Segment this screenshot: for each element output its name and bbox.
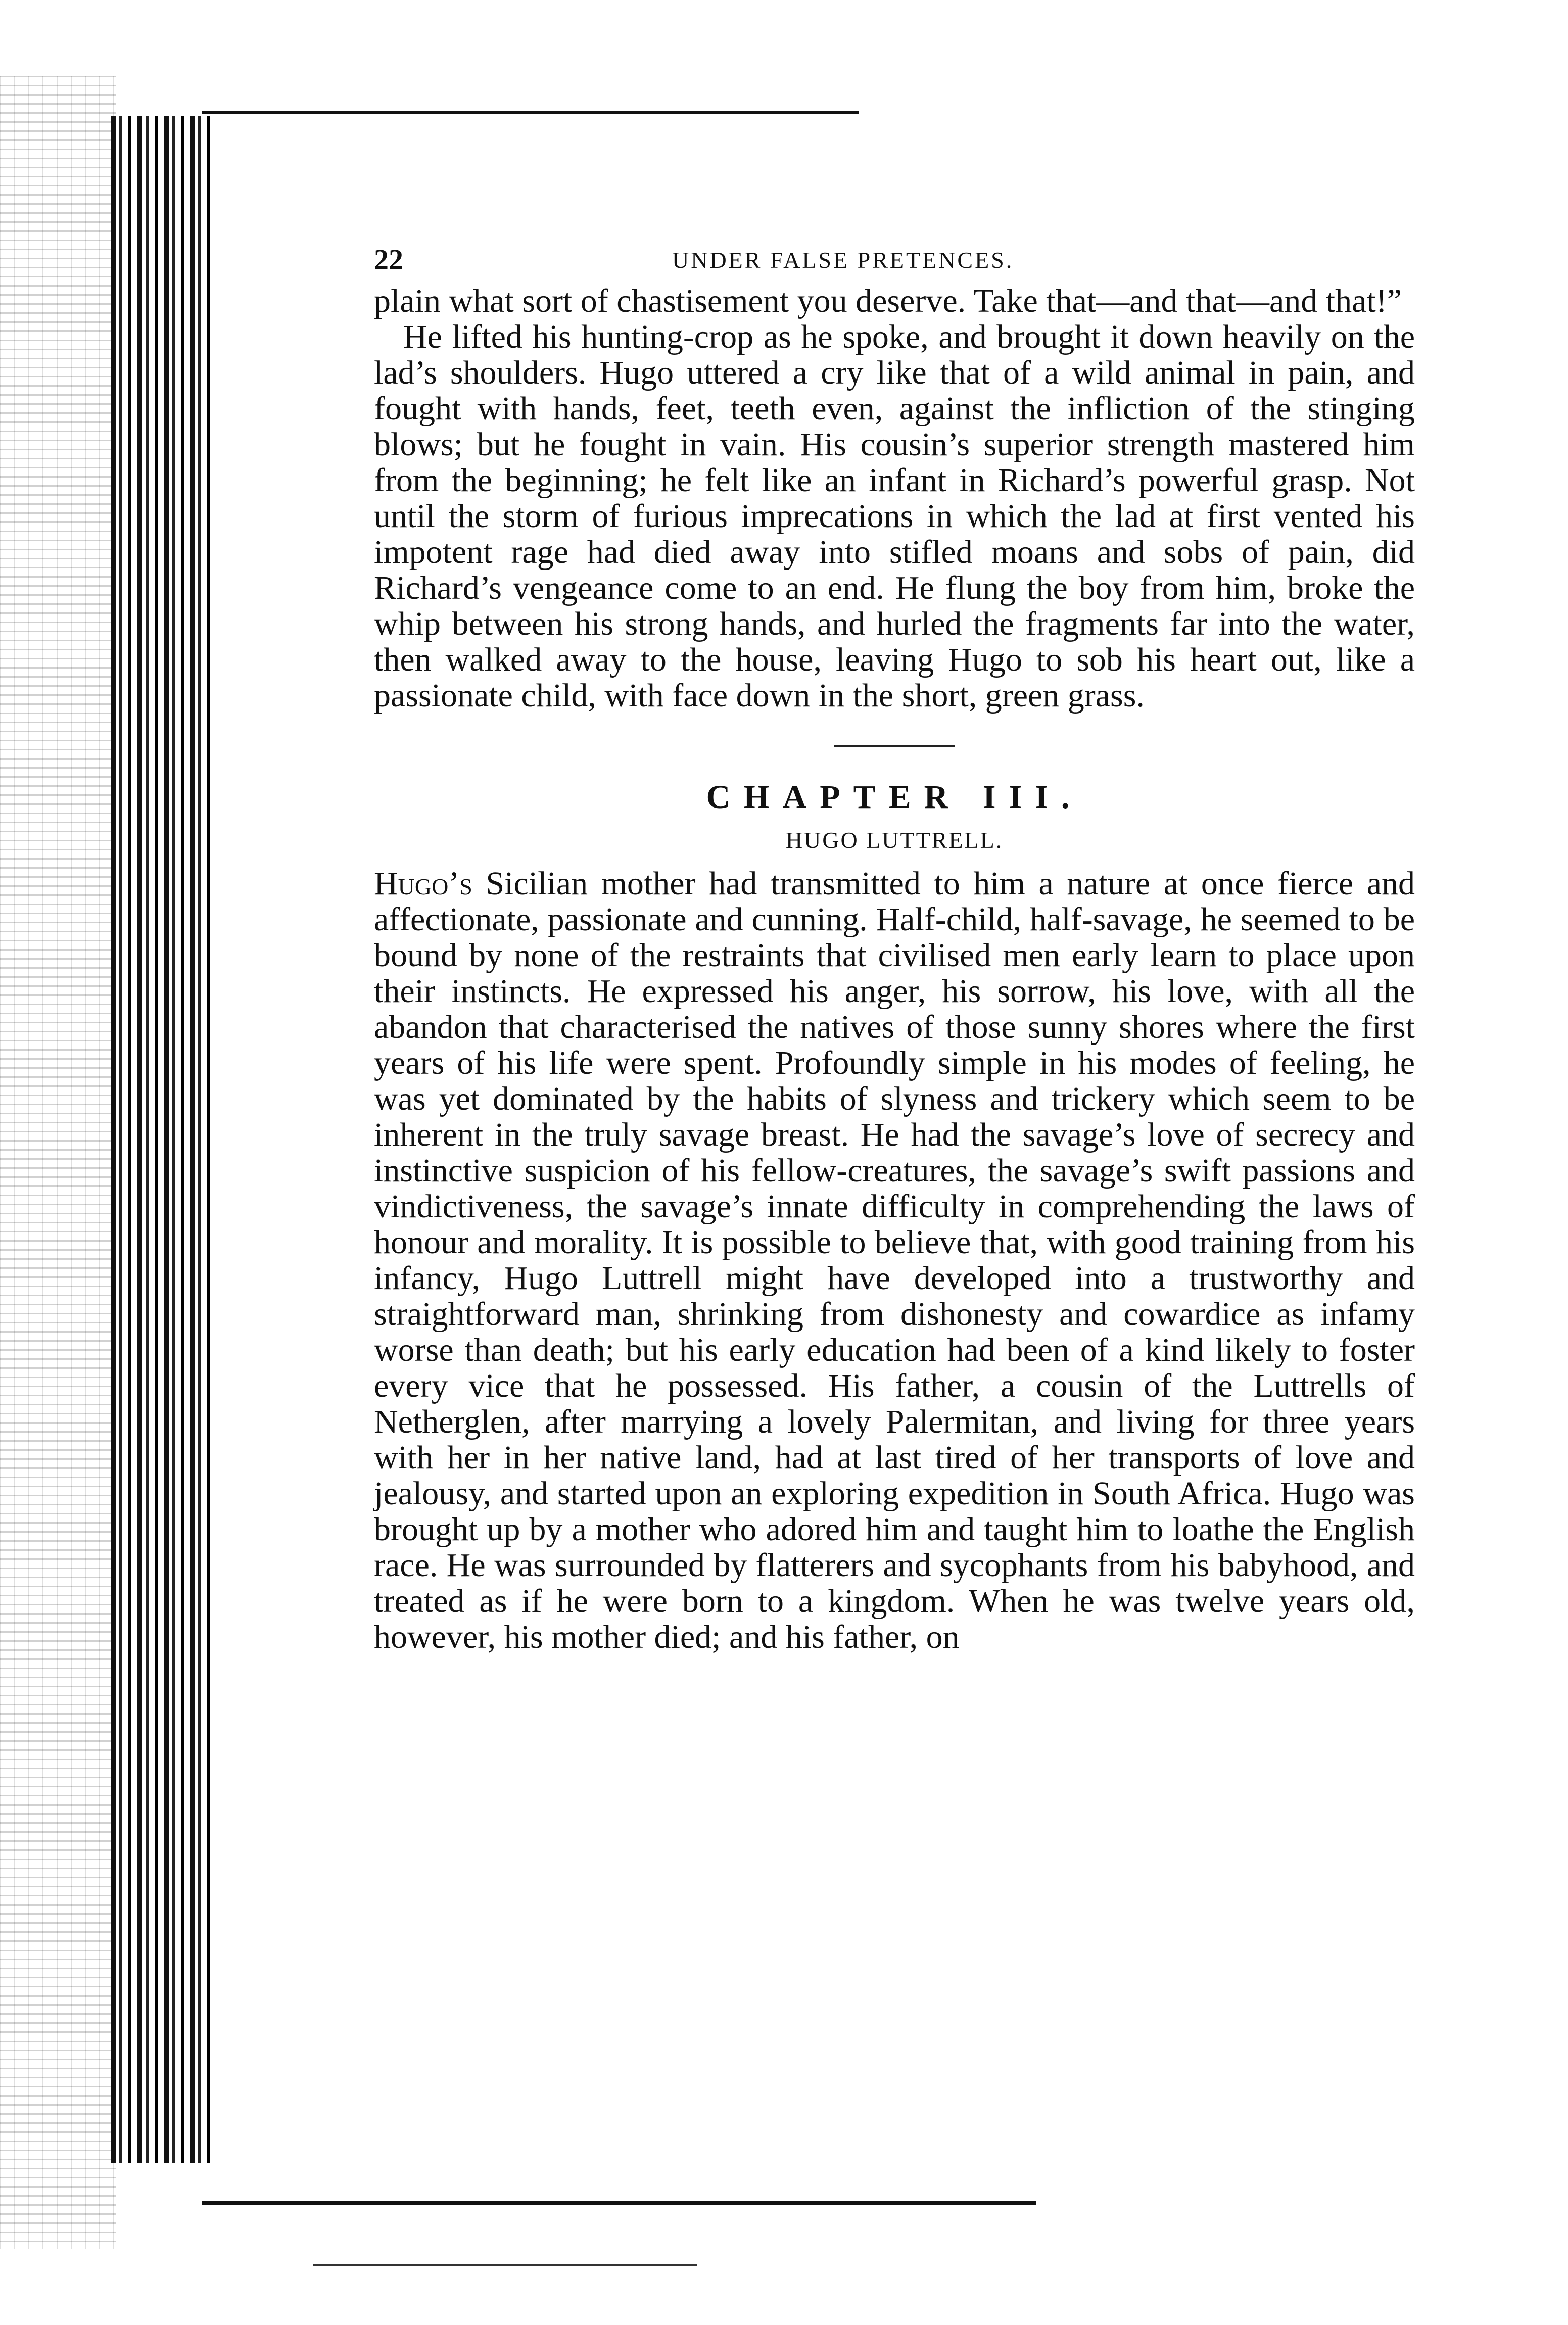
paragraph: He lifted his hunting-crop as he spoke, and brought it down heavily on the lad’s shoulders. Hugo uttered a cry like that of a wild animal in pain, and fought with hands, feet, teeth even, against the infliction of the stinging blows; but he fought in vain. His cousin’s superior strength mastered him from the beginning; he felt like an infant in Richard’s powerful grasp. Not until the storm of furious imprecations in which the lad at first vented his impotent rage had died away into stifled moans and sobs of pain, did Richard’s vengeance come to an end. He flung the boy from him, broke the whip between his strong hands, and hurled the fragments far into the water, then walked away to the house, leaving Hugo to sob his heart out, like a passionate child, with face down in the short, green grass. [374,318,1415,714]
section-divider [834,745,955,747]
book-binding-edge [111,116,212,2163]
chapter-text [374,866,1415,1655]
continuation-text [374,283,1415,714]
top-scan-rule [202,111,859,114]
scan-edge-noise [0,76,116,2249]
bottom-scan-rule-2 [313,2264,697,2266]
chapter-body: Sicilian mother had transmitted to him a nature at once fierce and affectionate, passionate and cunning. Half-child, half-savage, he seemed to be bound by none of the restraints that civilised men early learn to place upon their instincts. He expressed his anger, his sorrow, his love, with all the abandon that characterised the natives of those sunny shores where the first years of his life were spent. Profoundly simple in his modes of feeling, he was yet dominated by the habits of slyness and trickery which seem to be inherent in the truly savage breast. He had the savage’s love of secrecy and instinctive suspicion of his fellow-creatures, the savage’s swift passions and vindictiveness, the savage’s innate difficulty in comprehending the laws of honour and morality. It is possible to believe that, with good training from his infancy, Hugo Luttrell might have developed into a trustworthy and straightforward man, shrinking from dishonesty and cowardice as infamy worse than death; but his early education had been of a kind likely to foster every vice that he possessed. His father, a cousin of the Luttrells of Netherglen, after marrying a lovely Palermitan, and living for three years with her in her native land, had at last tired of her transports of love and jealousy, and started upon an exploring expedition in South Africa. Hugo was brought up by a mother who adored him and taught him to loathe the English race. He was surrounded by flatterers and sycophants from his babyhood, and treated as if he were born to a kingdom. When he was twelve years old, however, his mother died; and his father, on [374,865,1415,1655]
bottom-scan-rule [202,2201,1036,2205]
page-header [374,243,1415,283]
chapter-opening-paragraph [374,866,1415,1655]
chapter-subtitle: HUGO LUTTRELL. [785,827,1004,853]
paragraph-continued: plain what sort of chastisement you deserve. Take that—and that—and that!” [374,282,1402,319]
book-page [374,243,1415,1655]
page-number: 22 [374,243,403,276]
chapter-title: CHAPTER III. [706,779,1083,816]
chapter-lead-word: Hugo’s [374,865,472,902]
running-head: UNDER FALSE PRETENCES. [672,247,1014,273]
